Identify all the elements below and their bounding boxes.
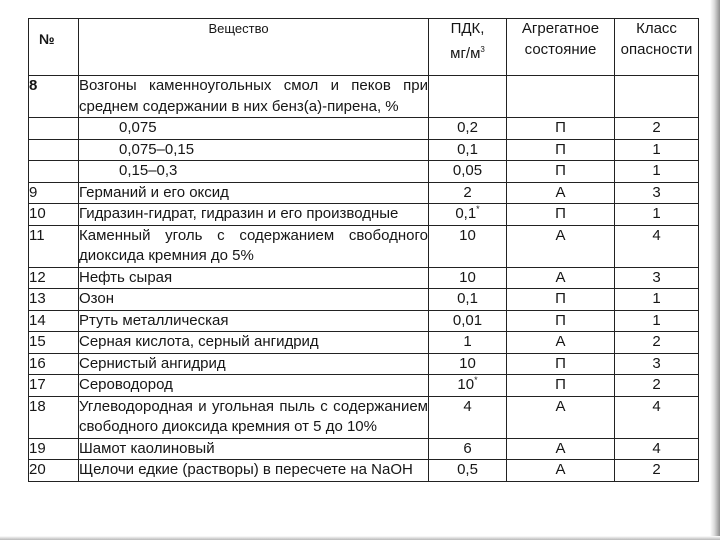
pdk-number: 2 bbox=[463, 183, 472, 201]
row-number: 18 bbox=[29, 396, 79, 438]
state-value: А bbox=[507, 460, 615, 482]
footnote-mark: * bbox=[474, 375, 478, 385]
pdk-number: 10 bbox=[459, 226, 476, 244]
substance-name: Ртуть металлическая bbox=[79, 310, 429, 332]
hazard-class: 1 bbox=[615, 139, 699, 161]
hazard-class: 1 bbox=[615, 289, 699, 311]
pdk-value bbox=[429, 438, 507, 460]
pdk-number: 10 bbox=[459, 268, 476, 286]
header-substance: Вещество bbox=[79, 19, 429, 76]
state-value: А bbox=[507, 267, 615, 289]
pdk-number: 6 bbox=[463, 439, 472, 457]
pdk-value bbox=[429, 182, 507, 204]
state-value: А bbox=[507, 438, 615, 460]
table-row bbox=[29, 76, 699, 118]
state-value: А bbox=[507, 396, 615, 438]
hazard-class: 4 bbox=[615, 225, 699, 267]
pdk-value bbox=[429, 353, 507, 375]
hazard-class: 3 bbox=[615, 353, 699, 375]
table-row bbox=[29, 353, 699, 375]
table-row bbox=[29, 332, 699, 354]
header-hazard-class bbox=[615, 19, 699, 76]
state-value: П bbox=[507, 375, 615, 397]
pdk-number: 0,1 bbox=[455, 205, 477, 222]
table-row bbox=[29, 289, 699, 311]
pdk-number: 0,01 bbox=[452, 311, 483, 329]
substance-name: Гидразин-гидрат, гидразин и его производные bbox=[79, 204, 429, 226]
state-value: П bbox=[507, 310, 615, 332]
header-class-line1: Класс bbox=[636, 20, 677, 37]
table-row bbox=[29, 310, 699, 332]
header-state-line2: состояние bbox=[524, 40, 597, 58]
mpc-table bbox=[28, 18, 699, 482]
substance-name: Возгоны каменноугольных смол и пеков при среднем содержании в них бенз(а)-пирена, % bbox=[79, 76, 429, 118]
pdk-value bbox=[429, 267, 507, 289]
pdk-number: 1 bbox=[463, 333, 472, 350]
pdk-value bbox=[429, 76, 507, 118]
row-number: 13 bbox=[29, 289, 79, 311]
substance-name: Нефть сырая bbox=[79, 267, 429, 289]
pdk-value bbox=[429, 289, 507, 311]
state-value: А bbox=[507, 332, 615, 354]
row-number: 12 bbox=[29, 267, 79, 289]
row-number: 9 bbox=[29, 182, 79, 204]
pdk-value bbox=[429, 118, 507, 140]
hazard-class: 3 bbox=[615, 267, 699, 289]
pdk-number: 0,05 bbox=[452, 162, 483, 179]
substance-name: Озон bbox=[79, 289, 429, 311]
state-value: П bbox=[507, 204, 615, 226]
row-number: 19 bbox=[29, 438, 79, 460]
substance-name: Германий и его оксид bbox=[79, 182, 429, 204]
hazard-class: 2 bbox=[615, 118, 699, 140]
row-number: 11 bbox=[29, 225, 79, 267]
row-number bbox=[29, 139, 79, 161]
substance-name: Щелочи едкие (растворы) в пересчете на NaOH bbox=[79, 460, 429, 482]
substance-name: Углеводородная и угольная пыль с содержанием свободного диоксида кремния от 5 до 10% bbox=[79, 396, 429, 438]
footnote-mark: * bbox=[476, 204, 480, 214]
substance-name: Каменный уголь с содержанием свободного диоксида кремния до 5% bbox=[79, 225, 429, 267]
substance-name: Сероводород bbox=[79, 375, 429, 397]
pdk-number: 0,5 bbox=[457, 461, 478, 478]
header-pdk bbox=[429, 19, 507, 76]
table-row bbox=[29, 375, 699, 397]
hazard-class: 1 bbox=[615, 161, 699, 183]
row-number: 14 bbox=[29, 310, 79, 332]
table-row bbox=[29, 460, 699, 482]
table-header-row bbox=[29, 19, 699, 76]
table-row bbox=[29, 118, 699, 140]
table-row bbox=[29, 204, 699, 226]
row-number: 8 bbox=[29, 76, 79, 118]
hazard-class: 3 bbox=[615, 182, 699, 204]
header-class-line2: опасности bbox=[620, 40, 693, 58]
hazard-class: 2 bbox=[615, 460, 699, 482]
substance-name: 0,075–0,15 bbox=[79, 139, 429, 161]
row-number: 16 bbox=[29, 353, 79, 375]
header-number: № bbox=[29, 19, 79, 76]
row-number bbox=[29, 118, 79, 140]
row-number: 17 bbox=[29, 375, 79, 397]
header-pdk-unit-sup: 3 bbox=[480, 44, 485, 54]
row-number: 20 bbox=[29, 460, 79, 482]
pdk-number: 10 bbox=[457, 376, 475, 393]
header-state-line1: Агрегатное bbox=[521, 20, 600, 37]
pdk-value bbox=[429, 460, 507, 482]
pdk-number: 0,2 bbox=[457, 119, 478, 136]
pdk-value bbox=[429, 310, 507, 332]
substance-name: 0,15–0,3 bbox=[79, 161, 429, 183]
pdk-number: 4 bbox=[463, 397, 472, 415]
substance-name: 0,075 bbox=[79, 118, 429, 140]
state-value: А bbox=[507, 182, 615, 204]
state-value: П bbox=[507, 139, 615, 161]
state-value bbox=[507, 76, 615, 118]
state-value: П bbox=[507, 289, 615, 311]
substance-name: Серная кислота, серный ангидрид bbox=[79, 332, 429, 354]
state-value: П bbox=[507, 161, 615, 183]
pdk-value bbox=[429, 396, 507, 438]
substance-name: Шамот каолиновый bbox=[79, 438, 429, 460]
hazard-class: 4 bbox=[615, 396, 699, 438]
table-row bbox=[29, 161, 699, 183]
pdk-number: 0,1 bbox=[457, 140, 478, 158]
page-edge-shadow bbox=[710, 0, 720, 540]
pdk-value bbox=[429, 332, 507, 354]
table-row bbox=[29, 267, 699, 289]
state-value: П bbox=[507, 353, 615, 375]
header-pdk-unit: мг/м bbox=[450, 44, 481, 62]
hazard-class: 2 bbox=[615, 332, 699, 354]
header-aggregate-state bbox=[507, 19, 615, 76]
row-number bbox=[29, 161, 79, 183]
hazard-class: 2 bbox=[615, 375, 699, 397]
pdk-number: 10 bbox=[459, 354, 476, 372]
pdk-value bbox=[429, 225, 507, 267]
table-row bbox=[29, 396, 699, 438]
page-bottom-shadow bbox=[0, 536, 720, 540]
header-pdk-label: ПДК, bbox=[450, 20, 485, 37]
row-number: 10 bbox=[29, 204, 79, 226]
row-number: 15 bbox=[29, 332, 79, 354]
table-row bbox=[29, 182, 699, 204]
hazard-class: 1 bbox=[615, 204, 699, 226]
pdk-value bbox=[429, 204, 507, 226]
pdk-value bbox=[429, 139, 507, 161]
table-row bbox=[29, 225, 699, 267]
substance-name: Сернистый ангидрид bbox=[79, 353, 429, 375]
hazard-class: 4 bbox=[615, 438, 699, 460]
table-row bbox=[29, 438, 699, 460]
hazard-class: 1 bbox=[615, 310, 699, 332]
pdk-number: 0,1 bbox=[457, 290, 478, 307]
pdk-value bbox=[429, 161, 507, 183]
state-value: А bbox=[507, 225, 615, 267]
pdk-value bbox=[429, 375, 507, 397]
state-value: П bbox=[507, 118, 615, 140]
table-row bbox=[29, 139, 699, 161]
hazard-class bbox=[615, 76, 699, 118]
